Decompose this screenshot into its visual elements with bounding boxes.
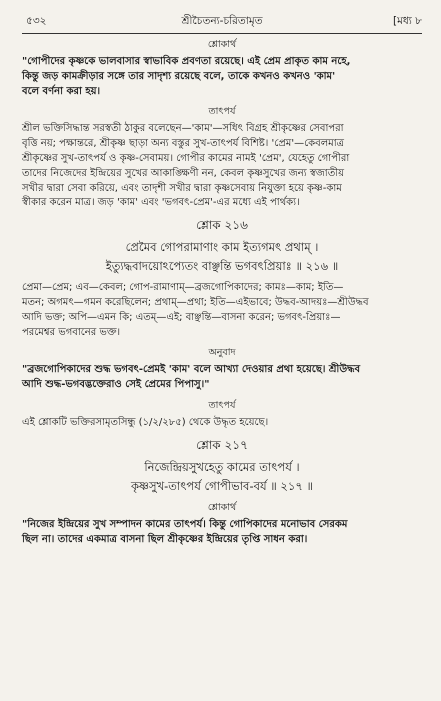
verse-line: নিজেন্দ্রিয়সুখহেতু কামের তাৎপর্য ।	[144, 459, 300, 474]
verse-number: শ্লোক ২১৬	[196, 218, 248, 233]
text-line: এই শ্লোকটি ভক্তিরসামৃতসিন্ধু (১/২/২৮৫) থেকে উদ্ধৃত হয়েছে।	[22, 416, 269, 428]
purport-text	[22, 416, 422, 431]
text-line: ছিল না। তাদের একমাত্র বাসনা ছিল শ্রীকৃষ্ণের ইন্দ্রিয়ের তৃপ্তি সাধন করা।	[22, 533, 308, 545]
text-line: পরমেশ্বর ভগবানের ভক্ত।	[22, 326, 121, 338]
verse-line: প্রেমৈব গোপরামাণাং কাম ইত্যগমৎ প্রথাম্ ।	[125, 240, 319, 255]
text-line: কিন্তু জড় কামক্রীড়ার সঙ্গে তার সাদৃশ্য রয়েছে বলে, তাকে কখনও কখনও 'কাম'	[22, 70, 336, 82]
page-header	[22, 10, 422, 32]
chapter-label: [মধ্য ৮	[392, 15, 422, 27]
purport-heading: তাৎপর্য	[208, 399, 236, 411]
text-line: প্রেমা—প্রেম; এব—কেবল; গোপ-রামাণাম্—ব্রজগোপিকাদের; কামঃ—কাম; ইতি—	[22, 282, 344, 294]
text-line: শ্রীল ভক্তিসিদ্ধান্ত সরস্বতী ঠাকুর বলেছেন—'কাম'—সধিৎ বিগ্রহ শ্রীকৃষ্ণের সেবাপরা	[22, 123, 344, 135]
purport-heading: তাৎপর্য	[208, 106, 236, 118]
translation-heading: অনুবাদ	[208, 347, 236, 359]
text-line: আদি ভক্ত; অপি—এমন কি; এতম্—এই; বাঞ্ছন্তি—বাসনা করেন; ভগবৎ-প্রিয়াঃ—	[22, 311, 341, 323]
verse-text	[22, 239, 422, 275]
purport-text	[22, 122, 422, 211]
synonyms-text	[22, 281, 422, 340]
verse-number: শ্লোক ২১৭	[196, 437, 248, 452]
book-page	[22, 10, 422, 547]
text-line: স্বীকার করেন মাত্র। জড় 'কাম' এবং 'ভগবৎ-প্রেম'-এর মধ্যে এই পার্থক্য।	[22, 197, 300, 209]
translation-text	[22, 518, 422, 548]
translation-text	[22, 363, 422, 393]
header-rule	[22, 33, 422, 34]
text-line: শ্রীকৃষ্ণের সুখ-তাৎপর্য ও কৃষ্ণ-সেবাময়। গোপীর কামের নামই 'প্রেম', যেহেতু গোপীরা	[22, 152, 350, 164]
text-line: "গোপীদের কৃষ্ণকে ভালবাসার স্বাভাবিক প্রবণতা রয়েছে। এই প্রেম প্রাকৃত কাম নহে,	[22, 56, 351, 67]
page-number: ৫৩২	[26, 15, 47, 27]
text-line: বৃত্তি নয়; পক্ষান্তরে, শ্রীকৃষ্ণ ছাড়া অন্য বস্তুর সুখ-তাৎপর্য বিশিষ্ট। 'প্রেম'—কেবলমাত্র	[22, 138, 344, 150]
running-title: শ্রীচৈতন্য-চরিতামৃত	[181, 15, 263, 27]
text-line: সখীর দ্বারা সেবা করিয়ে, এবং তাদৃশী সখীর দ্বারা কৃষ্ণসেবায় নিযুক্তা হয়ে কৃষ্ণ-কাম	[22, 182, 342, 194]
verse-line: ইত্যুদ্ধবাদয়োঽপ্যেতং বাঞ্ছন্তি ভগবৎপ্রিয়াঃ ॥ ২১৬ ॥	[105, 259, 339, 274]
translation-text	[22, 55, 422, 99]
text-line: মতন; অগমৎ—গমন করেছিলেন; প্রথাম্—প্রথা; ইতি—এইভাবে; উদ্ধব-আদয়ঃ—শ্রীউদ্ধব	[22, 296, 369, 308]
text-line: বলে বর্ণনা করা হয়।	[22, 85, 101, 97]
translation-heading: শ্লোকার্থ	[207, 501, 237, 513]
verse-text	[22, 459, 422, 495]
text-line: "নিজের ইন্দ্রিয়ের সুখ সম্পাদন কামের তাৎপর্য। কিন্তু গোপিকাদের মনোভাব সেরকম	[22, 518, 348, 530]
text-line: আদি শুদ্ধ-ভগবদ্ভক্তেরাও সেই প্রেমের পিপাসু।"	[22, 379, 210, 391]
text-line: "ব্রজগোপিকাদের শুদ্ধ ভগবৎ-প্রেমই 'কাম' বলে আখ্যা দেওয়ার প্রথা হয়েছে। শ্রীউদ্ধব	[22, 364, 361, 376]
translation-heading: শ্লোকার্থ	[207, 39, 237, 50]
verse-line: কৃষ্ণসুখ-তাৎপর্য গোপীভাব-বর্য ॥ ২১৭ ॥	[130, 478, 314, 493]
text-line: তাদের নিজেদের ইন্দ্রিয়ের সুখের আকাঙ্ক্ষিণী নন, কেবল কৃষ্ণসুখের জন্য স্বজাতীয়	[22, 167, 344, 179]
